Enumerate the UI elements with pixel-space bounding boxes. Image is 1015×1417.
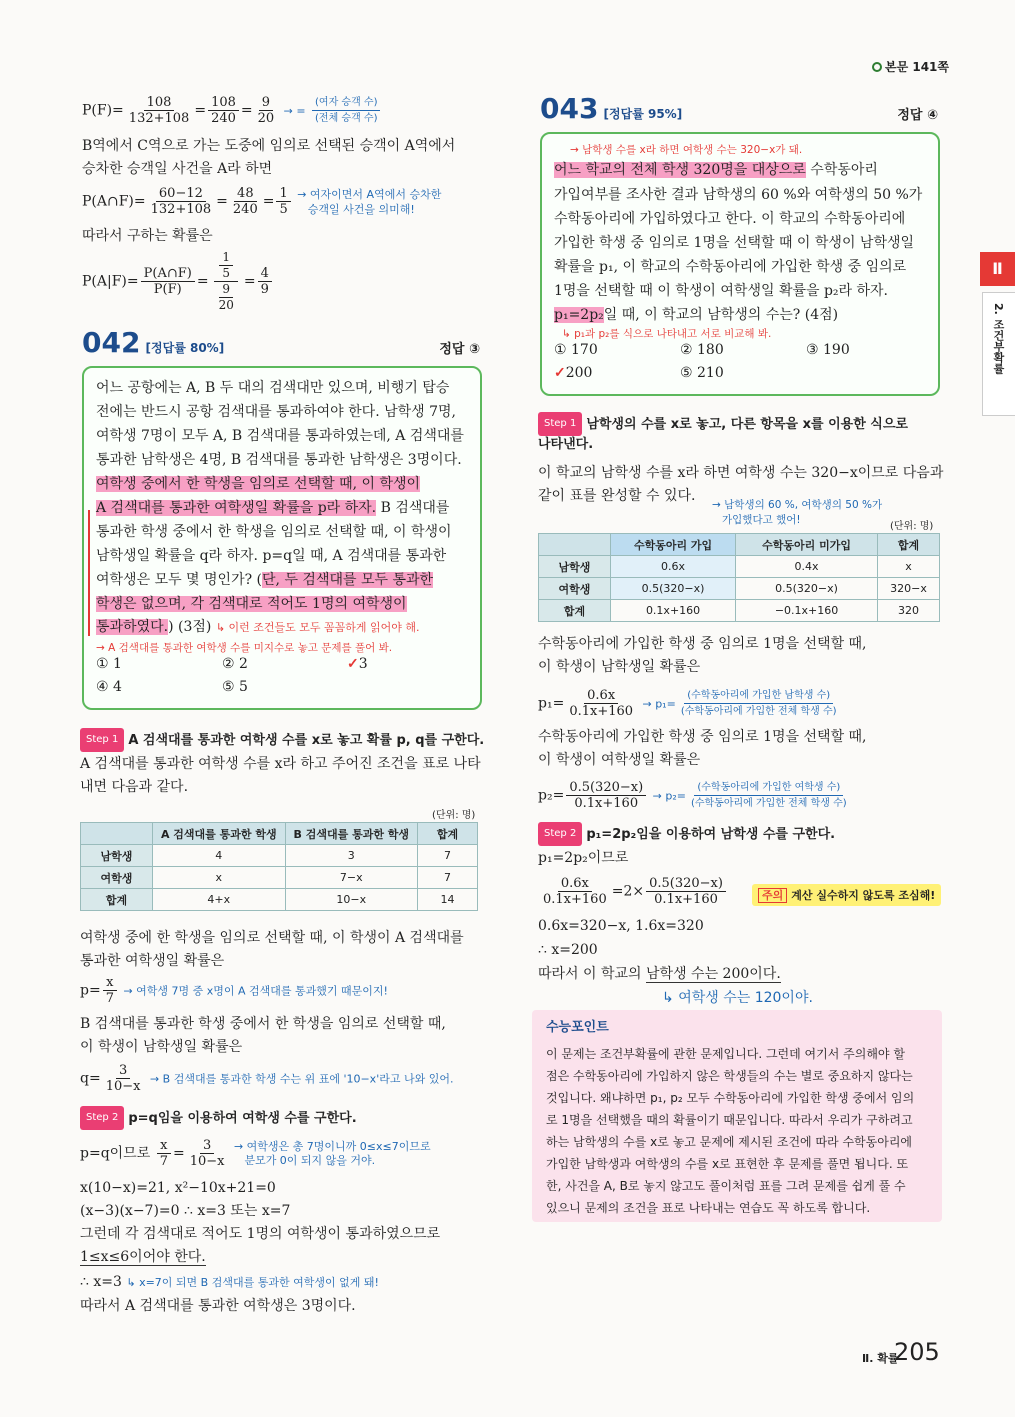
table-header: 합계 [418, 823, 478, 845]
text-line: 여학생 중에 한 학생을 임의로 선택할 때, 이 학생이 A 검색대를 [80, 930, 464, 946]
table-row: 여학생 0.5(320−x) 0.5(320−x) 320−x [539, 578, 940, 600]
choice-3-correct[interactable]: ✓3 [347, 656, 368, 672]
text-line: B역에서 C역으로 가는 도중에 임의로 선택된 승객이 A역에서 [82, 138, 456, 154]
problem-text-highlight: 학생은 없으며, 각 검색대로 적어도 1명의 여학생이 [96, 596, 407, 612]
p-equation: p= $\frac{x}{7}$ → 여학생 7명 중 x명이 A 검색대를 통과했기 때문이지! [80, 975, 388, 1006]
eq4: 그런데 각 검색대로 적어도 1명의 여학생이 통과하였으므로 [80, 1226, 441, 1242]
table-row: 여학생 x 7−x 7 [81, 867, 478, 889]
table-unit: (단위: 명) [432, 810, 476, 821]
q-equation: q= $\frac{3}{10-x}$ → B 검색대를 통과한 학생 수는 위 표에 '10−x'라고 나와 있어. [80, 1063, 454, 1094]
text-line: B 검색대를 통과한 학생 중에서 한 학생을 임의로 선택할 때, [80, 1016, 446, 1032]
problem-text: 통과하였다.) (3점) ↳ 이런 조건들도 모두 꼼꼼하게 읽어야 해. [96, 619, 420, 635]
table-043: 수학동아리 가입 수학동아리 미가입 합계 남학생 0.6x 0.4x x 여학생 0.5(320−x) 0.5(320−x) 320−x 합계 0.1x+160 −0.1x+160 320 [538, 533, 940, 622]
bracket-line [88, 510, 90, 636]
text-line: 내면 다음과 같다. [80, 779, 189, 795]
table-header: A 검색대를 통과한 학생 [153, 823, 286, 845]
e5: 따라서 이 학교의 남학생 수는 200이다. [538, 966, 781, 982]
chapter-tab[interactable]: Ⅱ [980, 252, 1015, 286]
point-text: 있으니 문제의 조건을 표로 나타내는 연습도 꼭 하도록 합니다. [546, 1201, 871, 1215]
point-title: 수능포인트 [546, 1020, 609, 1035]
point-text: 가입한 남학생과 여학생의 수를 x로 표현한 후 문제를 풀면 됩니다. 또 [546, 1157, 909, 1171]
text-line: A 검색대를 통과한 여학생 수를 x라 하고 주어진 조건을 표로 나타 [80, 756, 481, 772]
table-header: B 검색대를 통과한 학생 [285, 823, 417, 845]
eq3: (x−3)(x−7)=0 ∴ x=3 또는 x=7 [80, 1203, 291, 1219]
point-text: 로 1명을 선택했을 때의 확률이기 때문입니다. 따라서 우리가 구하려고 [546, 1113, 913, 1127]
table-row: 남학생 0.6x 0.4x x [539, 556, 940, 578]
pcond-equation: P(A|F)= $\frac{P(A\cap F)}{P(F)}$ = $\frac{\frac{1}{5}}{\frac{9}{20}}$ = $\frac{4}{9}$ [82, 250, 274, 313]
choice-2[interactable]: ② 180 [680, 342, 724, 358]
problem-text: 1명을 선택할 때 이 학생이 여학생일 확률을 p₂라 하자. [554, 283, 889, 299]
text-line: 따라서 구하는 확률은 [82, 228, 213, 244]
problem-text: 전에는 반드시 공항 검색대를 통과하여야 한다. 남학생 7명, [96, 404, 457, 420]
problem-text: 여학생 7명이 모두 A, B 검색대를 통과하였는데, A 검색대를 [96, 428, 464, 444]
problem-text: p₁=2p₂일 때, 이 학교의 남학생의 수는? (4점) [554, 307, 839, 323]
choice-3[interactable]: ③ 190 [806, 342, 850, 358]
problem-text: 통과한 학생 중에서 한 학생을 임의로 선택할 때, 이 학생이 [96, 524, 452, 540]
text-line: 이 학교의 남학생 수를 x라 하면 여학생 수는 320−x이므로 다음과 [538, 465, 944, 481]
page-number: 205 [894, 1338, 940, 1366]
text-line: 이 학생이 여학생일 확률은 [538, 752, 701, 768]
note: → A 검색대를 통과한 여학생 수를 미지수로 놓고 문제를 풀어 봐. [96, 642, 393, 654]
text-line: 수학동아리에 가입한 학생 중 임의로 1명을 선택할 때, [538, 636, 867, 652]
problem-text: 가입한 학생 중 임의로 1명을 선택할 때 이 학생이 남학생일 [554, 235, 915, 251]
text-line: 승차한 승객일 사건을 A라 하면 [82, 161, 273, 177]
table-note: → 남학생의 60 %, 여학생의 50 %가 가입했다고 했어! [712, 499, 883, 526]
check-icon: ✓ [347, 656, 359, 672]
step1-title-cont: 나타낸다. [538, 437, 594, 452]
e2: $\frac{0.6x}{0.1x+160}$ =2× $\frac{0.5(320-x)}{0.1x+160}$ [538, 876, 728, 907]
chapter-label: 2. 조건부확률 [982, 292, 1015, 416]
header-ref: 본문 141쪽 [872, 58, 949, 75]
choice-5[interactable]: ⑤ 5 [222, 679, 248, 695]
point-text: 이 문제는 조건부확률에 관한 문제입니다. 그런데 여기서 주의해야 할 [546, 1047, 905, 1061]
text-line: 통과한 여학생일 확률은 [80, 953, 225, 969]
problem-text: 어느 공항에는 A, B 두 대의 검색대만 있으며, 비행기 탑승 [96, 380, 450, 396]
p2-equation: p₂= $\frac{0.5(320-x)}{0.1x+160}$ → p₂= $\frac{\text{(수학동아리에 가입한 여학생 수)}}{\text{(수학동아리에 가입한 전체 학생 수)}}$ [538, 780, 847, 811]
problem-text: 확률을 p₁, 이 학교의 수학동아리에 가입한 학생 중 임의로 [554, 259, 907, 275]
e4: ∴ x=200 [538, 942, 598, 958]
choice-4[interactable]: ④ 4 [96, 679, 122, 695]
note: ↳ 여학생 수는 120이야. [662, 990, 813, 1006]
text-line: 이 학생이 남학생일 확률은 [80, 1039, 243, 1055]
check-icon: ✓ [554, 365, 566, 381]
paf-equation: P(A∩F)= $\frac{60-12}{132+108}$ = $\frac{48}{240}$ = $\frac{1}{5}$ → 여자이면서 A역에서 승차한 승객일 사건을 의미해! [82, 186, 442, 217]
note: ↳ p₁과 p₂를 식으로 나타내고 서로 비교해 봐. [562, 328, 772, 340]
eq1: p=q이므로 $\frac{x}{7}$ = $\frac{3}{10-x}$ → 여학생은 총 7명이니까 0≤x≤7이므로 분모가 0이 되지 않을 거야. [80, 1138, 431, 1169]
footer-section: Ⅱ. 확률 [862, 1352, 899, 1365]
eq7: 따라서 A 검색대를 통과한 여학생은 3명이다. [80, 1298, 356, 1314]
problem-text: 수학동아리에 가입하였다고 한다. 이 학교의 수학동아리에 [554, 211, 906, 227]
table-row: 합계 4+x 10−x 14 [81, 889, 478, 911]
choice-4-correct[interactable]: ✓200 [554, 365, 593, 381]
text-line: 수학동아리에 가입한 학생 중 임의로 1명을 선택할 때, [538, 729, 867, 745]
problem-text-highlight: 여학생 중에서 한 학생을 임의로 선택할 때, 이 학생이 [96, 476, 421, 492]
step1-title: Step 1 남학생의 수를 x로 놓고, 다른 항목을 x를 이용한 식으로 [538, 412, 908, 436]
table-row: 합계 0.1x+160 −0.1x+160 320 [539, 600, 940, 622]
choice-5[interactable]: ⑤ 210 [680, 365, 724, 381]
circle-icon [872, 62, 882, 72]
note: → 남학생 수를 x라 하면 여학생 수는 320−x가 돼. [570, 144, 803, 156]
caution-badge: 주의 계산 실수하지 않도록 조심해! [752, 884, 941, 906]
problem-text: 남학생일 확률을 q라 하자. p=q일 때, A 검색대를 통과한 [96, 548, 447, 564]
point-text: 점은 수학동아리에 가입하지 않은 학생들의 수는 별로 중요하지 않다는 [546, 1069, 913, 1083]
eq6: ∴ x=3 ↳ x=7이 되면 B 검색대를 통과한 여학생이 없게 돼! [80, 1274, 379, 1290]
text-line: 이 학생이 남학생일 확률은 [538, 659, 701, 675]
e3: 0.6x=320−x, 1.6x=320 [538, 918, 704, 934]
table-header [81, 823, 153, 845]
step2-title: Step 2 p=q임을 이용하여 여학생 수를 구한다. [80, 1106, 357, 1130]
problem-text: 통과한 남학생은 4명, B 검색대를 통과한 남학생은 3명이다. [96, 452, 462, 468]
step1-title: Step 1 A 검색대를 통과한 여학생 수를 x로 놓고 확률 p, q를 구한다. [80, 728, 484, 752]
choice-1[interactable]: ① 1 [96, 656, 122, 672]
table-unit: (단위: 명) [890, 521, 934, 532]
eq5: 1≤x≤6이어야 한다. [80, 1249, 206, 1265]
step2-title: Step 2 p₁=2p₂임을 이용하여 남학생 수를 구한다. [538, 822, 835, 846]
point-text: 한, 사건을 A, B로 놓지 않고도 풀이처럼 표를 그려 문제를 쉽게 풀 수 [546, 1179, 906, 1193]
problem-text: 여학생은 모두 몇 명인가? (단, 두 검색대를 모두 통과한 [96, 572, 434, 588]
problem-043-header: 043 [정답률 95%] 정답 ④ [540, 92, 938, 125]
table-row: 남학생 4 3 7 [81, 845, 478, 867]
point-text: 하는 남학생의 수를 x로 놓고 문제에 제시된 조건에 따라 수학동아리에 [546, 1135, 913, 1149]
pf-equation: P(F)= $\frac{108}{132+108}$ = $\frac{108}{240}$ = $\frac{9}{20}$ → = $\frac{\text{(여자 승객 수)}}{\text{(전체 승객 수)}}$ [82, 95, 382, 126]
eq2: x(10−x)=21, x²−10x+21=0 [80, 1180, 276, 1196]
problem-text-highlight: 어느 학교의 전체 학생 320명을 대상으로 수학동아리 [554, 162, 878, 178]
choice-1[interactable]: ① 170 [554, 342, 598, 358]
e1: p₁=2p₂이므로 [538, 850, 629, 866]
problem-042-header: 042 [정답률 80%] 정답 ③ [82, 326, 480, 359]
problem-text: 가입여부를 조사한 결과 남학생의 60 %와 여학생의 50 %가 [554, 187, 923, 203]
table-042 [80, 822, 478, 911]
text-line: 같이 표를 완성할 수 있다. [538, 488, 696, 504]
choice-2[interactable]: ② 2 [222, 656, 248, 672]
point-text: 것입니다. 왜냐하면 p₁, p₂ 모두 수학동아리에 가입한 학생 중에서 임의 [546, 1091, 915, 1105]
problem-text-highlight: A 검색대를 통과한 여학생일 확률을 p라 하자. B 검색대를 [96, 500, 450, 516]
p1-equation: p₁= $\frac{0.6x}{0.1x+160}$ → p₁= $\frac{\text{(수학동아리에 가입한 남학생 수)}}{\text{(수학동아리에 가입한 전체 학생 수)}}$ [538, 688, 837, 719]
